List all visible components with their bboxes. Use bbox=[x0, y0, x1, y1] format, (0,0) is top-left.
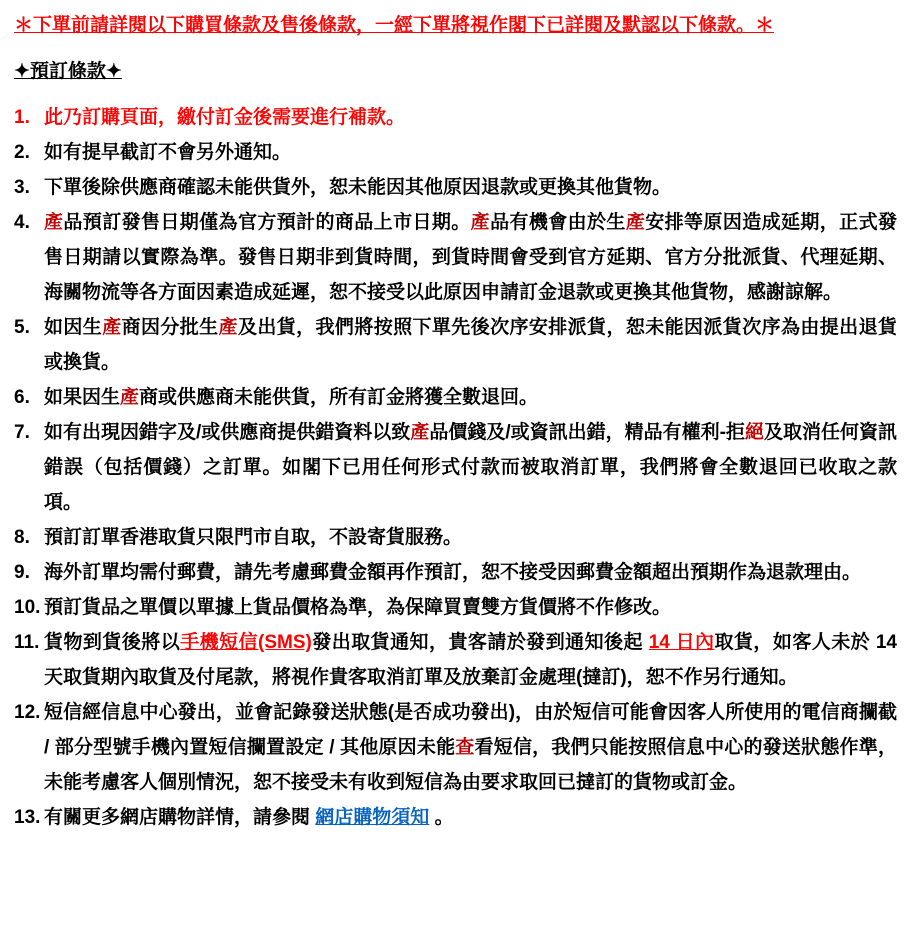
item-text bbox=[44, 590, 897, 625]
item-text bbox=[44, 555, 897, 590]
item-text bbox=[44, 100, 897, 135]
text-segment: 預訂貨品之單價以單據上貨品價格為準，為保障買賣雙方貨價將不作修改。 bbox=[44, 597, 672, 618]
text-segment: 短信經信息中心發出，並會記錄發送狀態(是否成功發出)，由於短信可能會因客人所使用的電信商攔截 / 部分型號手機內置短信攔置設定 / 其他原因未能 bbox=[44, 702, 897, 758]
terms-item bbox=[14, 520, 897, 555]
text-segment: 產 bbox=[102, 317, 122, 338]
terms-item bbox=[14, 170, 897, 205]
item-text bbox=[44, 205, 897, 310]
item-number: 7. bbox=[14, 422, 30, 443]
text-segment: 。 bbox=[429, 807, 454, 828]
deadline-highlight: 14 日內 bbox=[648, 632, 715, 653]
sms-highlight: 手機短信(SMS) bbox=[180, 632, 312, 653]
item-number: 6. bbox=[14, 387, 30, 408]
text-segment: 如果因生 bbox=[44, 387, 121, 408]
item-number: 2. bbox=[14, 142, 30, 163]
text-segment: 產 bbox=[44, 212, 64, 233]
text-segment: 有關更多網店購物詳情，請參閱 bbox=[44, 807, 316, 828]
text-segment: 如有出現因錯字及/或供應商提供錯資料以致 bbox=[44, 422, 411, 443]
item-number: 3. bbox=[14, 177, 30, 198]
text-segment: 品價錢及/或資訊出錯，精品有權利-拒 bbox=[429, 422, 745, 443]
item-number: 9. bbox=[14, 562, 30, 583]
text-segment: 安排等原因造成延期，正式發售日期請以實際為準。發售日期非到貨時間，到貨時間會受到官方延期、官方分批派貨、代理延期、海關物流等各方面因素造成延遲，恕不接受以此原因申請訂金退款或更換其他貨物，感謝諒解。 bbox=[44, 212, 897, 303]
item-text bbox=[44, 135, 897, 170]
text-segment: 如因生 bbox=[44, 317, 103, 338]
text-segment: 及出貨，我們將按照下單先後次序安排派貨，恕未能因派貨次序為由提出退貨或換貨。 bbox=[44, 317, 897, 373]
item-number: 8. bbox=[14, 527, 30, 548]
item-number: 10. bbox=[14, 597, 41, 618]
text-segment: 商因分批生 bbox=[121, 317, 219, 338]
terms-item bbox=[14, 135, 897, 170]
terms-item bbox=[14, 590, 897, 625]
terms-list bbox=[14, 100, 897, 835]
text-segment: 品有機會由於生 bbox=[490, 212, 626, 233]
terms-item bbox=[14, 205, 897, 310]
text-segment: 產 bbox=[625, 212, 646, 233]
item-text bbox=[44, 625, 897, 695]
terms-item bbox=[14, 380, 897, 415]
item-text bbox=[44, 170, 897, 205]
text-segment: 商或供應商未能供貨，所有訂金將獲全數退回。 bbox=[139, 387, 539, 408]
item-number: 1. bbox=[14, 107, 30, 128]
terms-item bbox=[14, 800, 897, 835]
item-text bbox=[44, 415, 897, 520]
text-segment: 海外訂單均需付郵費，請先考慮郵費金額再作預訂，恕不接受因郵費金額超出預期作為退款理由。 bbox=[44, 562, 862, 583]
terms-item bbox=[14, 695, 897, 800]
terms-item bbox=[14, 555, 897, 590]
item-number: 12. bbox=[14, 702, 41, 723]
text-segment: 此乃訂購頁面，繳付訂金後需要進行補款。 bbox=[44, 107, 406, 128]
item-text bbox=[44, 520, 897, 555]
item-number: 5. bbox=[14, 317, 30, 338]
item-number: 13. bbox=[14, 807, 41, 828]
text-segment: 發出取貨通知，貴客請於發到通知後起 bbox=[311, 632, 649, 653]
terms-item bbox=[14, 310, 897, 380]
text-segment: 看短信，我們只能按照信息中心的發送狀態作準，未能考慮客人個別情況，恕不接受未有收到短信為由要求取回已撻訂的貨物或訂金。 bbox=[44, 737, 897, 793]
text-segment: 下單後除供應商確認未能供貨外，恕未能因其他原因退款或更換其他貨物。 bbox=[44, 177, 672, 198]
terms-item bbox=[14, 625, 897, 695]
text-segment: 產 bbox=[410, 422, 430, 443]
shop-guide-link[interactable]: 網店購物須知 bbox=[315, 807, 430, 828]
text-segment: 產 bbox=[470, 212, 491, 233]
terms-item bbox=[14, 100, 897, 135]
text-segment: 如有提早截訂不會另外通知。 bbox=[44, 142, 292, 163]
text-segment: 貨物到貨後將以 bbox=[44, 632, 181, 653]
item-text bbox=[44, 800, 897, 835]
text-segment: 品預訂發售日期僅為官方預計的商品上市日期。 bbox=[63, 212, 471, 233]
text-segment: 取貨，如客人未於 14 天取貨期內取貨及付尾款，將視作貴客取消訂單及放棄訂金處理(撻訂)，恕不作另行通知。 bbox=[44, 632, 897, 688]
text-segment: 產 bbox=[120, 387, 140, 408]
terms-item bbox=[14, 415, 897, 520]
item-text bbox=[44, 380, 897, 415]
item-text bbox=[44, 310, 897, 380]
text-segment: 查 bbox=[455, 737, 475, 758]
text-segment: 預訂訂單香港取貨只限門市自取，不設寄貨服務。 bbox=[44, 527, 463, 548]
item-number: 4. bbox=[14, 212, 30, 233]
section-heading: ✦預訂條款✦ bbox=[14, 61, 122, 82]
text-segment: 產 bbox=[218, 317, 238, 338]
text-segment: 絕 bbox=[744, 422, 764, 443]
item-text bbox=[44, 695, 897, 800]
page-title: ＊下單前請詳閱以下購買條款及售後條款，一經下單將視作閣下已詳閱及默認以下條款。＊ bbox=[14, 15, 775, 36]
text-segment: 及取消任何資訊錯誤（包括價錢）之訂單。如閣下已用任何形式付款而被取消訂單，我們將會全數退回已收取之款項。 bbox=[44, 422, 897, 513]
item-number: 11. bbox=[14, 632, 40, 653]
